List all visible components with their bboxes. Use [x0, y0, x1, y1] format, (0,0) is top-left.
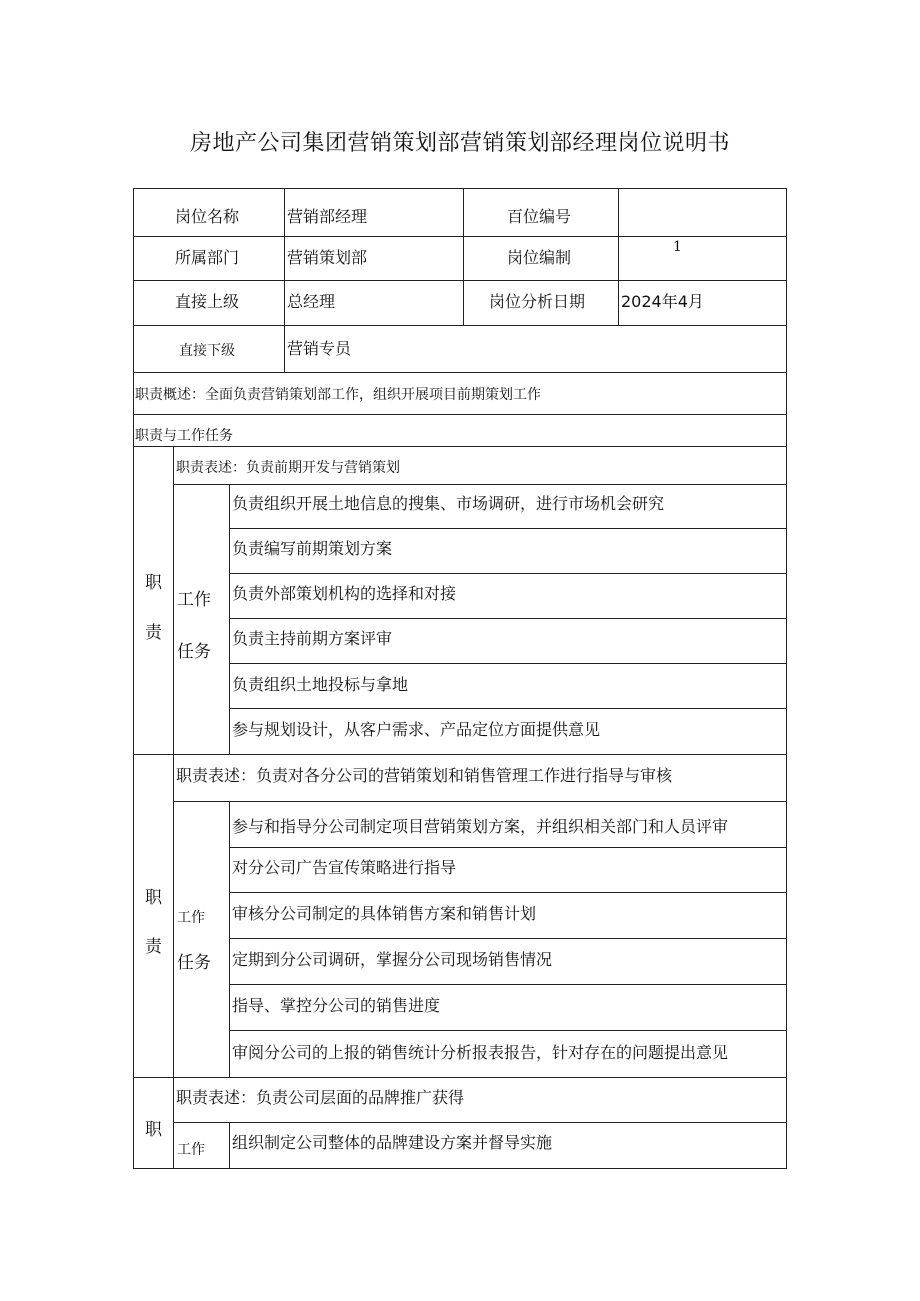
section2-duty-char-1: 职	[145, 888, 162, 908]
section3-desc: 负责公司层面的品牌推广获得	[256, 1088, 465, 1107]
section2-item: 参与和指导分公司制定项目营销策划方案，并组织相关部门和人员评审	[232, 817, 729, 836]
section1-work-label-1: 工作	[177, 590, 211, 610]
superior-value: 总经理	[287, 292, 336, 311]
section1-item: 负责编写前期策划方案	[232, 539, 393, 558]
subordinate-value: 营销专员	[287, 339, 352, 358]
section2-work-label-2: 任务	[177, 953, 211, 973]
position-name-value: 营销部经理	[287, 207, 368, 226]
section1-item: 参与规划设计，从客户需求、产品定位方面提供意见	[232, 720, 601, 739]
section2-work-label-1: 工作	[177, 910, 205, 926]
section1-desc-label: 职责表述：	[176, 460, 246, 476]
section2-item: 对分公司广告宣传策略进行指导	[232, 858, 457, 877]
headcount-value: 1	[673, 239, 682, 255]
section2-item: 指导、掌控分公司的销售进度	[232, 996, 441, 1015]
section3-desc-label: 职责表述：	[176, 1088, 257, 1107]
section3-item: 组织制定公司整体的品牌建设方案并督导实施	[232, 1133, 553, 1152]
section2-description	[176, 763, 672, 786]
headcount-label: 岗位编制	[507, 248, 572, 267]
position-code-label: 百位编号	[507, 207, 572, 226]
position-name-label: 岗位名称	[175, 207, 240, 226]
department-label: 所属部门	[175, 248, 240, 267]
section1-work-label-2: 任务	[177, 642, 211, 662]
overview-text: 全面负责营销策划部工作，组织开展项目前期策划工作	[205, 387, 541, 403]
section1-item: 负责组织土地投标与拿地	[232, 675, 409, 694]
tasks-header: 职责与工作任务	[135, 428, 233, 444]
subordinate-label: 直接下级	[179, 343, 235, 359]
section1-desc: 负责前期开发与营销策划	[246, 460, 400, 476]
analysis-date-value: 2024年4月	[621, 292, 704, 311]
section2-item: 审阅分公司的上报的销售统计分析报表报告，针对存在的问题提出意见	[232, 1043, 729, 1062]
section3-description	[176, 1085, 464, 1108]
section3-duty-char-1: 职	[145, 1120, 162, 1140]
section2-item: 审核分公司制定的具体销售方案和销售计划	[232, 904, 537, 923]
superior-label: 直接上级	[175, 292, 240, 311]
overview	[135, 384, 541, 404]
section3-work-label-1: 工作	[177, 1142, 205, 1158]
overview-label: 职责概述：	[135, 387, 205, 403]
section1-duty-char-2: 责	[145, 623, 162, 643]
section1-item: 负责组织开展土地信息的搜集、市场调研，进行市场机会研究	[232, 494, 665, 513]
section1-item: 负责外部策划机构的选择和对接	[232, 584, 457, 603]
department-value: 营销策划部	[287, 248, 368, 267]
section2-desc: 负责对各分公司的营销策划和销售管理工作进行指导与审核	[256, 766, 673, 785]
page-title: 房地产公司集团营销策划部营销策划部经理岗位说明书	[189, 131, 730, 156]
section2-desc-label: 职责表述：	[176, 766, 257, 785]
section1-item: 负责主持前期方案评审	[232, 629, 393, 648]
section2-duty-char-2: 责	[145, 937, 162, 957]
section2-item: 定期到分公司调研，掌握分公司现场销售情况	[232, 950, 553, 969]
section1-duty-char-1: 职	[145, 573, 162, 593]
analysis-date-label: 岗位分析日期	[489, 292, 586, 311]
section1-description	[176, 457, 400, 477]
